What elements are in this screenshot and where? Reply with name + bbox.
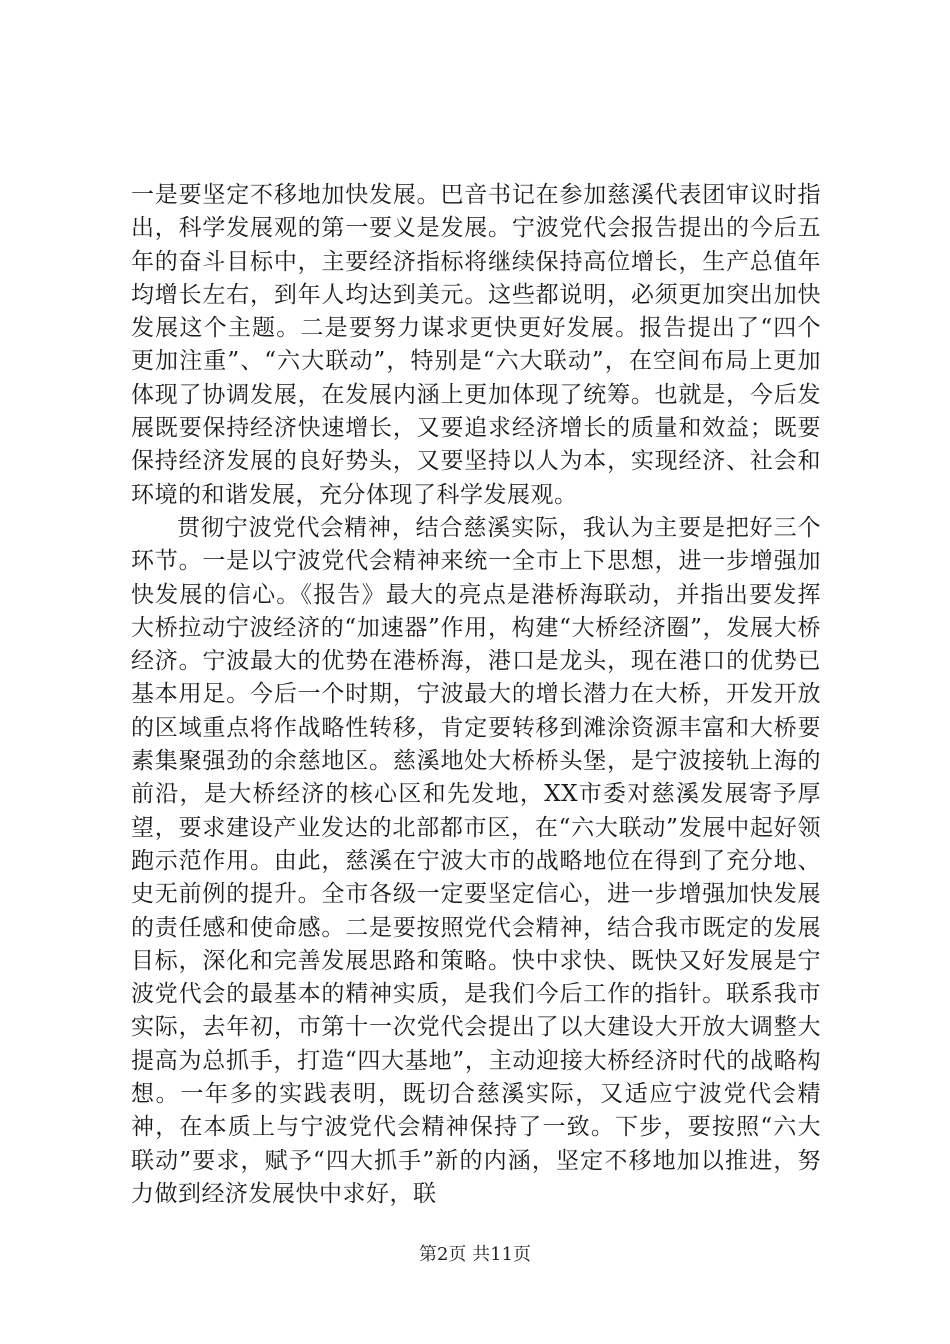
page-number-footer: 第2页 共11页 [418,1244,532,1265]
document-body [131,179,821,1211]
paragraph-1: 一是要坚定不移地加快发展。巴音书记在参加慈溪代表团审议时指出，科学发展观的第一要义是发展。宁波党代会报告提出的今后五年的奋斗目标中，主要经济指标将继续保持高位增长，生产总值年均增长左右，到年人均达到美元。这些都说明，必须更加突出加快发展这个主题。二是要努力谋求更快更好发展。报告提出了“四个更加注重”、“六大联动”，特别是“六大联动”，在空间布局上更加体现了协调发展，在发展内涵上更加体现了统筹。也就是，今后发展既要保持经济快速增长，又要追求经济增长的质量和效益；既要保持经济发展的良好势头，又要坚持以人为本，实现经济、社会和环境的和谐发展，充分体现了科学发展观。 [131,182,821,508]
paragraph-2: 贯彻宁波党代会精神，结合慈溪实际，我认为主要是把好三个环节。一是以宁波党代会精神来统一全市上下思想，进一步增强加快发展的信心。《报告》最大的亮点是港桥海联动，并指出要发挥大桥拉动宁波经济的“加速器”作用，构建“大桥经济圈”，发展大桥经济。宁波最大的优势在港桥海，港口是龙头，现在港口的优势已基本用足。今后一个时期，宁波最大的增长潜力在大桥，开发开放的区域重点将作战略性转移，肯定要转移到滩涂资源丰富和大桥要素集聚强劲的余慈地区。慈溪地处大桥桥头堡，是宁波接轨上海的前沿，是大桥经济的核心区和先发地，XX市委对慈溪发展寄予厚望，要求建设产业发达的北部都市区，在“六大联动”发展中起好领跑示范作用。由此，慈溪在宁波大市的战略地位在得到了充分地、史无前例的提升。全市各级一定要坚定信心，进一步增强加快发展的责任感和使命感。二是要按照党代会精神，结合我市既定的发展目标，深化和完善发展思路和策略。快中求快、既快又好发展是宁波党代会的最基本的精神实质，是我们今后工作的指针。联系我市实际，去年初，市第十一次党代会提出了以大建设大开放大调整大提高为总抓手，打造“四大基地”，主动迎接大桥经济时代的战略构想。一年多的实践表明，既切合慈溪实际，又适应宁波党代会精神，在本质上与宁波党代会精神保持了一致。下步，要按照“六大联动”要求，赋予“四大抓手”新的内涵，坚定不移地加以推进，努力做到经济发展快中求好，联 [131,514,821,1207]
